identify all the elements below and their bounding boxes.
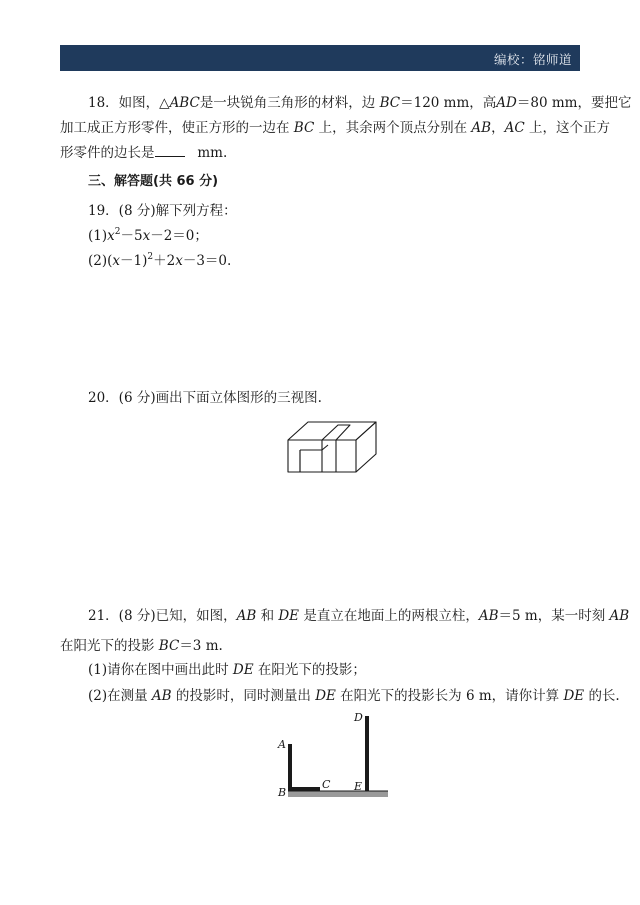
q21-pole-ab (288, 744, 292, 791)
q21-label-c: C (322, 778, 331, 791)
q19-var: x (142, 228, 151, 244)
q21-var: BC (158, 638, 180, 654)
q20-right-front (336, 440, 356, 472)
q19-text: (2)( (88, 253, 113, 269)
q21-part1 (88, 660, 608, 680)
q18-line1 (88, 93, 632, 113)
q21-var: DE (563, 688, 585, 704)
q18-text: 是一块锐角三角形的材料，边 (199, 95, 376, 111)
q21-text: (1)请你在图中画出此时 (88, 662, 229, 678)
q21-text: 的投影时，同时测量出 (175, 688, 311, 704)
q19-exponent: 2 (114, 227, 121, 237)
q19-text: －1) (120, 253, 148, 269)
q18-text: ， (491, 120, 505, 136)
q21-text: 和 (260, 608, 275, 624)
q20-title: 20．(6 分)画出下面立体图形的三视图. (88, 390, 322, 406)
q21-ground (288, 791, 388, 797)
q20-solid-figure (286, 418, 386, 480)
q21-var: AB (478, 608, 499, 624)
q19-text: (1) (88, 228, 108, 244)
q21-shadow-bc (288, 787, 320, 791)
q19-text: －3＝0. (182, 253, 232, 269)
q18-var: BC (293, 120, 315, 136)
q18-text: 上，这个正方 (528, 120, 610, 136)
q19-var: x (112, 253, 121, 269)
q19-exponent: 2 (147, 252, 154, 262)
q18-var: BC (379, 95, 401, 111)
q18-var: AC (504, 120, 525, 136)
header-bar (60, 45, 580, 71)
q21-var: AB (609, 608, 630, 624)
q18-text: 加工成正方形零件，使正方形的一边在 (60, 120, 290, 136)
q18-line2 (60, 118, 610, 138)
q18-answer-blank[interactable] (155, 143, 185, 157)
q21-poles-figure (272, 708, 397, 803)
q21-label-b: B (278, 786, 287, 799)
q20-inner-edge (322, 445, 328, 450)
q21-text: ＝5 m，某一时刻 (498, 608, 606, 624)
q20-notch-front-top (300, 440, 322, 450)
q21-pole-de (365, 716, 369, 791)
q21-text: 是直立在地面上的两根立柱， (303, 608, 479, 624)
q18-var: ABC (169, 95, 200, 111)
q21-part2 (88, 686, 620, 706)
q21-text: 在阳光下的投影长为 6 m，请你计算 (340, 688, 560, 704)
q19-text: －2＝0； (150, 228, 208, 244)
q20-right-side (356, 422, 376, 472)
q20-middle-front (322, 440, 336, 472)
q19-part1 (88, 226, 608, 246)
q18-text: 上，其余两个顶点分别在 (318, 120, 468, 136)
q21-label-a: A (278, 738, 286, 751)
section3-title: 三、解答题(共 66 分) (88, 174, 219, 189)
q21-line2 (60, 636, 580, 656)
q20-notch-top (322, 425, 350, 440)
q18-text: ＝80 mm，要把它 (516, 95, 632, 111)
q19-part2 (88, 251, 608, 271)
q21-line1 (88, 606, 630, 626)
q20-left-front (288, 440, 300, 472)
q21-text: ＝3 m. (179, 638, 223, 654)
q21-text: 的长. (588, 688, 620, 704)
q21-var: DE (315, 688, 336, 704)
q19-title: 19．(8 分)解下列方程： (88, 203, 237, 219)
q21-text: 21．(8 分)已知，如图， (88, 608, 237, 624)
q19-var: x (175, 253, 183, 269)
q21-label-d: D (354, 711, 363, 724)
header-editor-text: 编校：铭师道 (493, 52, 572, 67)
q19-text: －5 (120, 228, 143, 244)
q21-label-e: E (354, 780, 363, 793)
q21-text: 在阳光下的投影； (257, 662, 366, 678)
q20-notch-front (300, 450, 322, 472)
q18-text: ＝120 mm，高 (400, 95, 497, 111)
q18-var: AB (471, 120, 492, 136)
q18-text: 18．如图，△ (88, 95, 170, 111)
q21-var: DE (232, 662, 254, 678)
q18-var: AD (496, 95, 517, 111)
q18-text: 形零件的边长是 (60, 145, 155, 161)
q21-text: 在阳光下的投影 (60, 638, 155, 654)
q21-text: (2)在测量 (88, 688, 148, 704)
q19-text: ＋2 (153, 253, 176, 269)
q21-var: DE (278, 608, 300, 624)
q18-line3 (60, 143, 580, 163)
q21-var: AB (236, 608, 257, 624)
q21-var: AB (151, 688, 172, 704)
q18-text: mm. (197, 145, 228, 161)
q19-var: x (107, 228, 115, 244)
